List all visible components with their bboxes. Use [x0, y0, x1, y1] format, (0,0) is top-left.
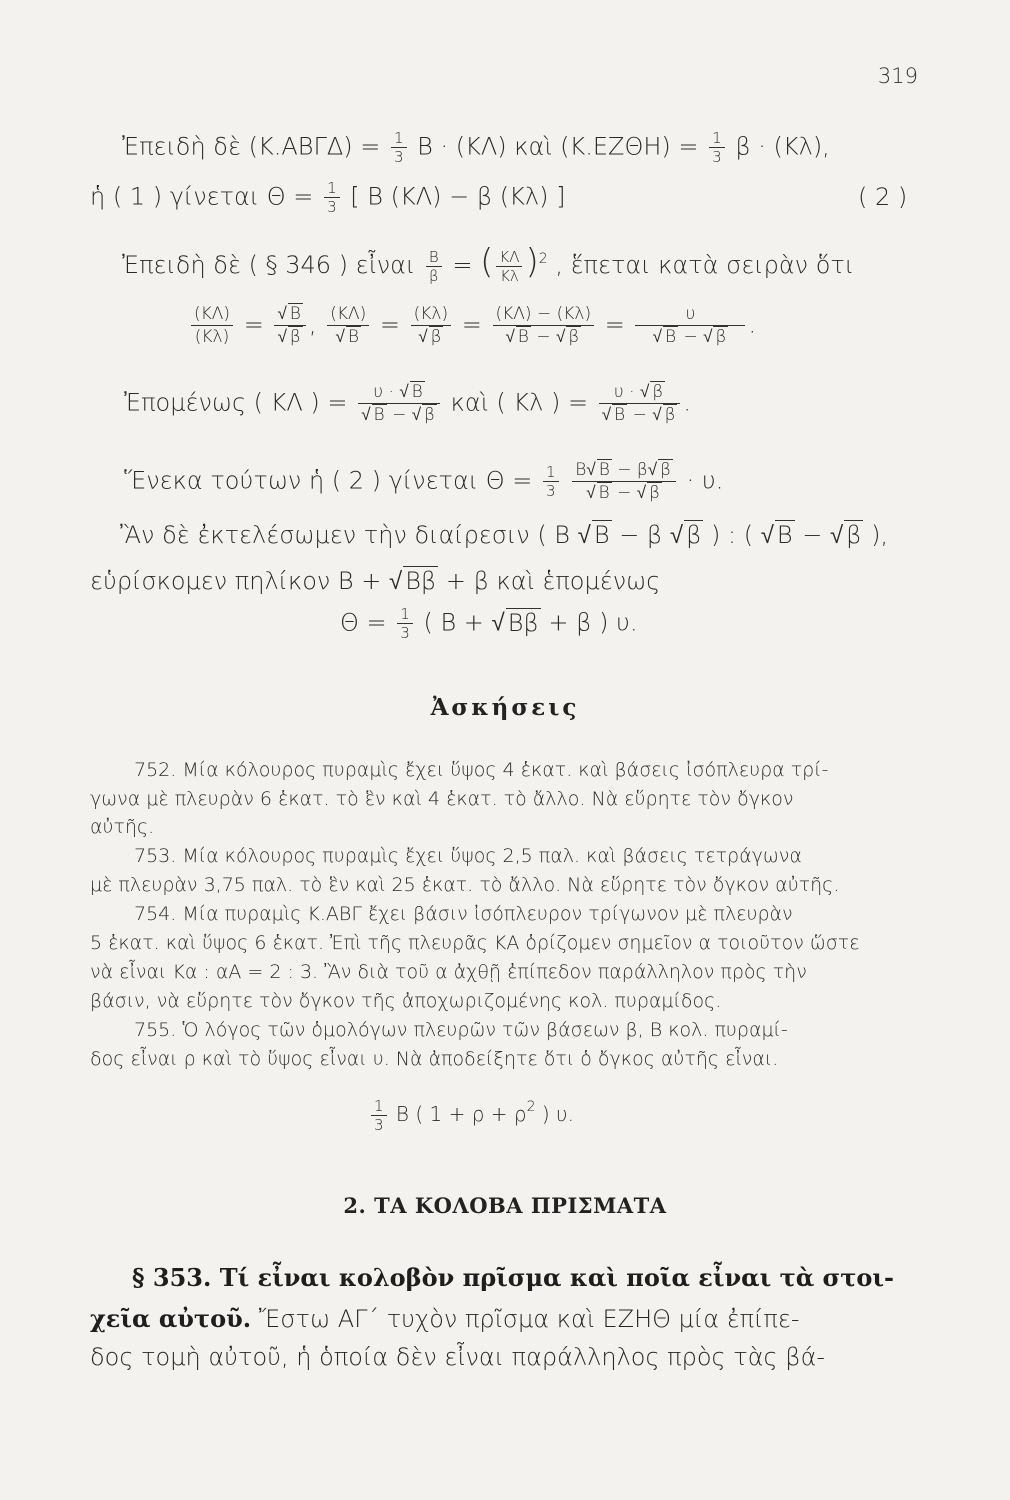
- formula-line-3: Ἐπειδὴ δὲ ( § 346 ) εἶναι $\frac{B}{\beta}$ = ( $\frac{K\Lambda}{K\lambda}$ )$^2$ , ἕπεται κατὰ σειρὰν ὅτι: [122, 242, 855, 285]
- formula-line-2: ἡ ( 1 ) γίνεται Θ = $\frac{1}{3}$ [ Β (ΚΛ) − β (Κλ) ]: [90, 179, 566, 216]
- exercise-755-formula: $\frac{1}{3}$ Β ( $1 + \rho + \rho^2$ ) υ.: [368, 1092, 574, 1133]
- formula-line-9: Θ = $\frac{1}{3}$ ( Β + √ Ββ + β ) υ.: [340, 605, 638, 642]
- section-353-line-1: § 353. Τί εἶναι κολοβὸν πρῖσμα καὶ ποῖα εἶναι τὰ στοι-: [132, 1263, 894, 1292]
- section-353-line-2: χεῖα αὐτοῦ. Ἔστω ΑΓ΄ τυχὸν πρῖσμα καὶ ΕΖΗΘ μία ἐπίπε-: [90, 1304, 800, 1333]
- exercise-754-line-4: βάσιν, νὰ εὕρητε τὸν ὄγκον τῆς ἀποχωριζομένης κολ. πυραμίδος.: [90, 990, 722, 1012]
- exercises-heading: Ἀσκήσεις: [430, 694, 580, 721]
- formula-line-7: Ἂν δὲ ἐκτελέσωμεν τὴν διαίρεσιν ( Β √ Β − β √ β ) : ( √ Β − √ β ),: [120, 521, 889, 549]
- exercise-752-line-1: 752. Μία κόλουρος πυραμὶς ἔχει ὕψος 4 ἑκατ. καὶ βάσεις ἰσόπλευρα τρί-: [134, 759, 829, 781]
- exercise-755-line-1: 755. Ὁ λόγος τῶν ὁμολόγων πλευρῶν τῶν βάσεων β, Β κολ. πυραμί-: [134, 1019, 788, 1041]
- formula-line-1: Ἐπειδὴ δὲ (Κ.ΑΒΓΔ) = $\frac{1}{3}$ Β · (ΚΛ) καὶ (Κ.ΕΖΘΗ) = $\frac{1}{3}$ β · (Κλ),: [122, 129, 830, 166]
- exercise-754-line-2: 5 ἑκατ. καὶ ὕψος 6 ἑκατ. Ἐπὶ τῆς πλευρᾶς ΚΑ ὁρίζομεν σημεῖον α τοιοῦτον ὥστε: [90, 932, 860, 954]
- exercise-755-line-2: δος εἶναι ρ καὶ τὸ ὕψος εἶναι υ. Νὰ ἀποδείξητε ὅτι ὁ ὄγκος αὐτῆς εἶναι.: [90, 1048, 779, 1070]
- equation-number-2: ( 2 ): [858, 183, 908, 211]
- formula-line-5: Ἐπομένως ( ΚΛ ) = $\frac{\upsilon \cdot √ B}{√ B - √ \beta}$ καὶ ( Κλ ) = $\frac{\upsilon \cdot √ \beta}{√ B - √ \beta}$ .: [124, 382, 692, 425]
- exercise-752-line-3: αὐτῆς.: [90, 816, 155, 838]
- exercise-753-line-1: 753. Μία κόλουρος πυραμὶς ἔχει ὕψος 2,5 παλ. καὶ βάσεις τετράγωνα: [134, 845, 802, 867]
- exercise-754-line-3: νὰ εἶναι Κα : αΑ = 2 : 3. Ἂν διὰ τοῦ α ἀχθῇ ἐπίπεδον παράλληλον πρὸς τὴν: [90, 961, 807, 983]
- exercise-753-line-2: μὲ πλευρὰν 3,75 παλ. τὸ ἓν καὶ 25 ἑκατ. τὸ ἄλλο. Νὰ εὕρητε τὸν ὄγκον αὐτῆς.: [90, 874, 840, 896]
- formula-line-6: Ἕνεκα τούτων ἡ ( 2 ) γίνεται Θ = $\frac{1}{3}$ $\frac{B√ B - \beta√ \beta}{√ B - √ \beta}$ · υ.: [124, 460, 724, 503]
- chapter-heading: 2. ΤΑ ΚΟΛΟΒΑ ΠΡΙΣΜΑΤΑ: [343, 1193, 667, 1218]
- formula-line-8: εὑρίσκομεν πηλίκον Β + √ Ββ + β καὶ ἑπομένως: [90, 567, 661, 595]
- exercise-754-line-1: 754. Μία πυραμὶς Κ.ΑΒΓ ἔχει βάσιν ἰσόπλευρον τρίγωνον μὲ πλευρὰν: [134, 903, 793, 925]
- formula-line-4: $\frac{(K\Lambda)}{(K\lambda)}$ = $\frac{√ B}{√ \beta}$ , $\frac{(K\Lambda)}{√ B}$ = $\frac{(K\lambda)}{√ \beta}$ = $\frac{(K\Lambda) - (K\lambda)}{√ B - √ \beta}$ = $\frac{\upsilon}{√ B - √ \beta}$ .: [188, 304, 756, 347]
- section-353-line-3: δος τομὴ αὐτοῦ, ἡ ὁποία δὲν εἶναι παράλληλος πρὸς τὰς βά-: [90, 1343, 826, 1371]
- page-number: 319: [877, 64, 918, 88]
- exercise-752-line-2: γωνα μὲ πλευρὰν 6 ἑκατ. τὸ ἓν καὶ 4 ἑκατ. τὸ ἄλλο. Νὰ εὕρητε τὸν ὄγκον: [90, 788, 794, 810]
